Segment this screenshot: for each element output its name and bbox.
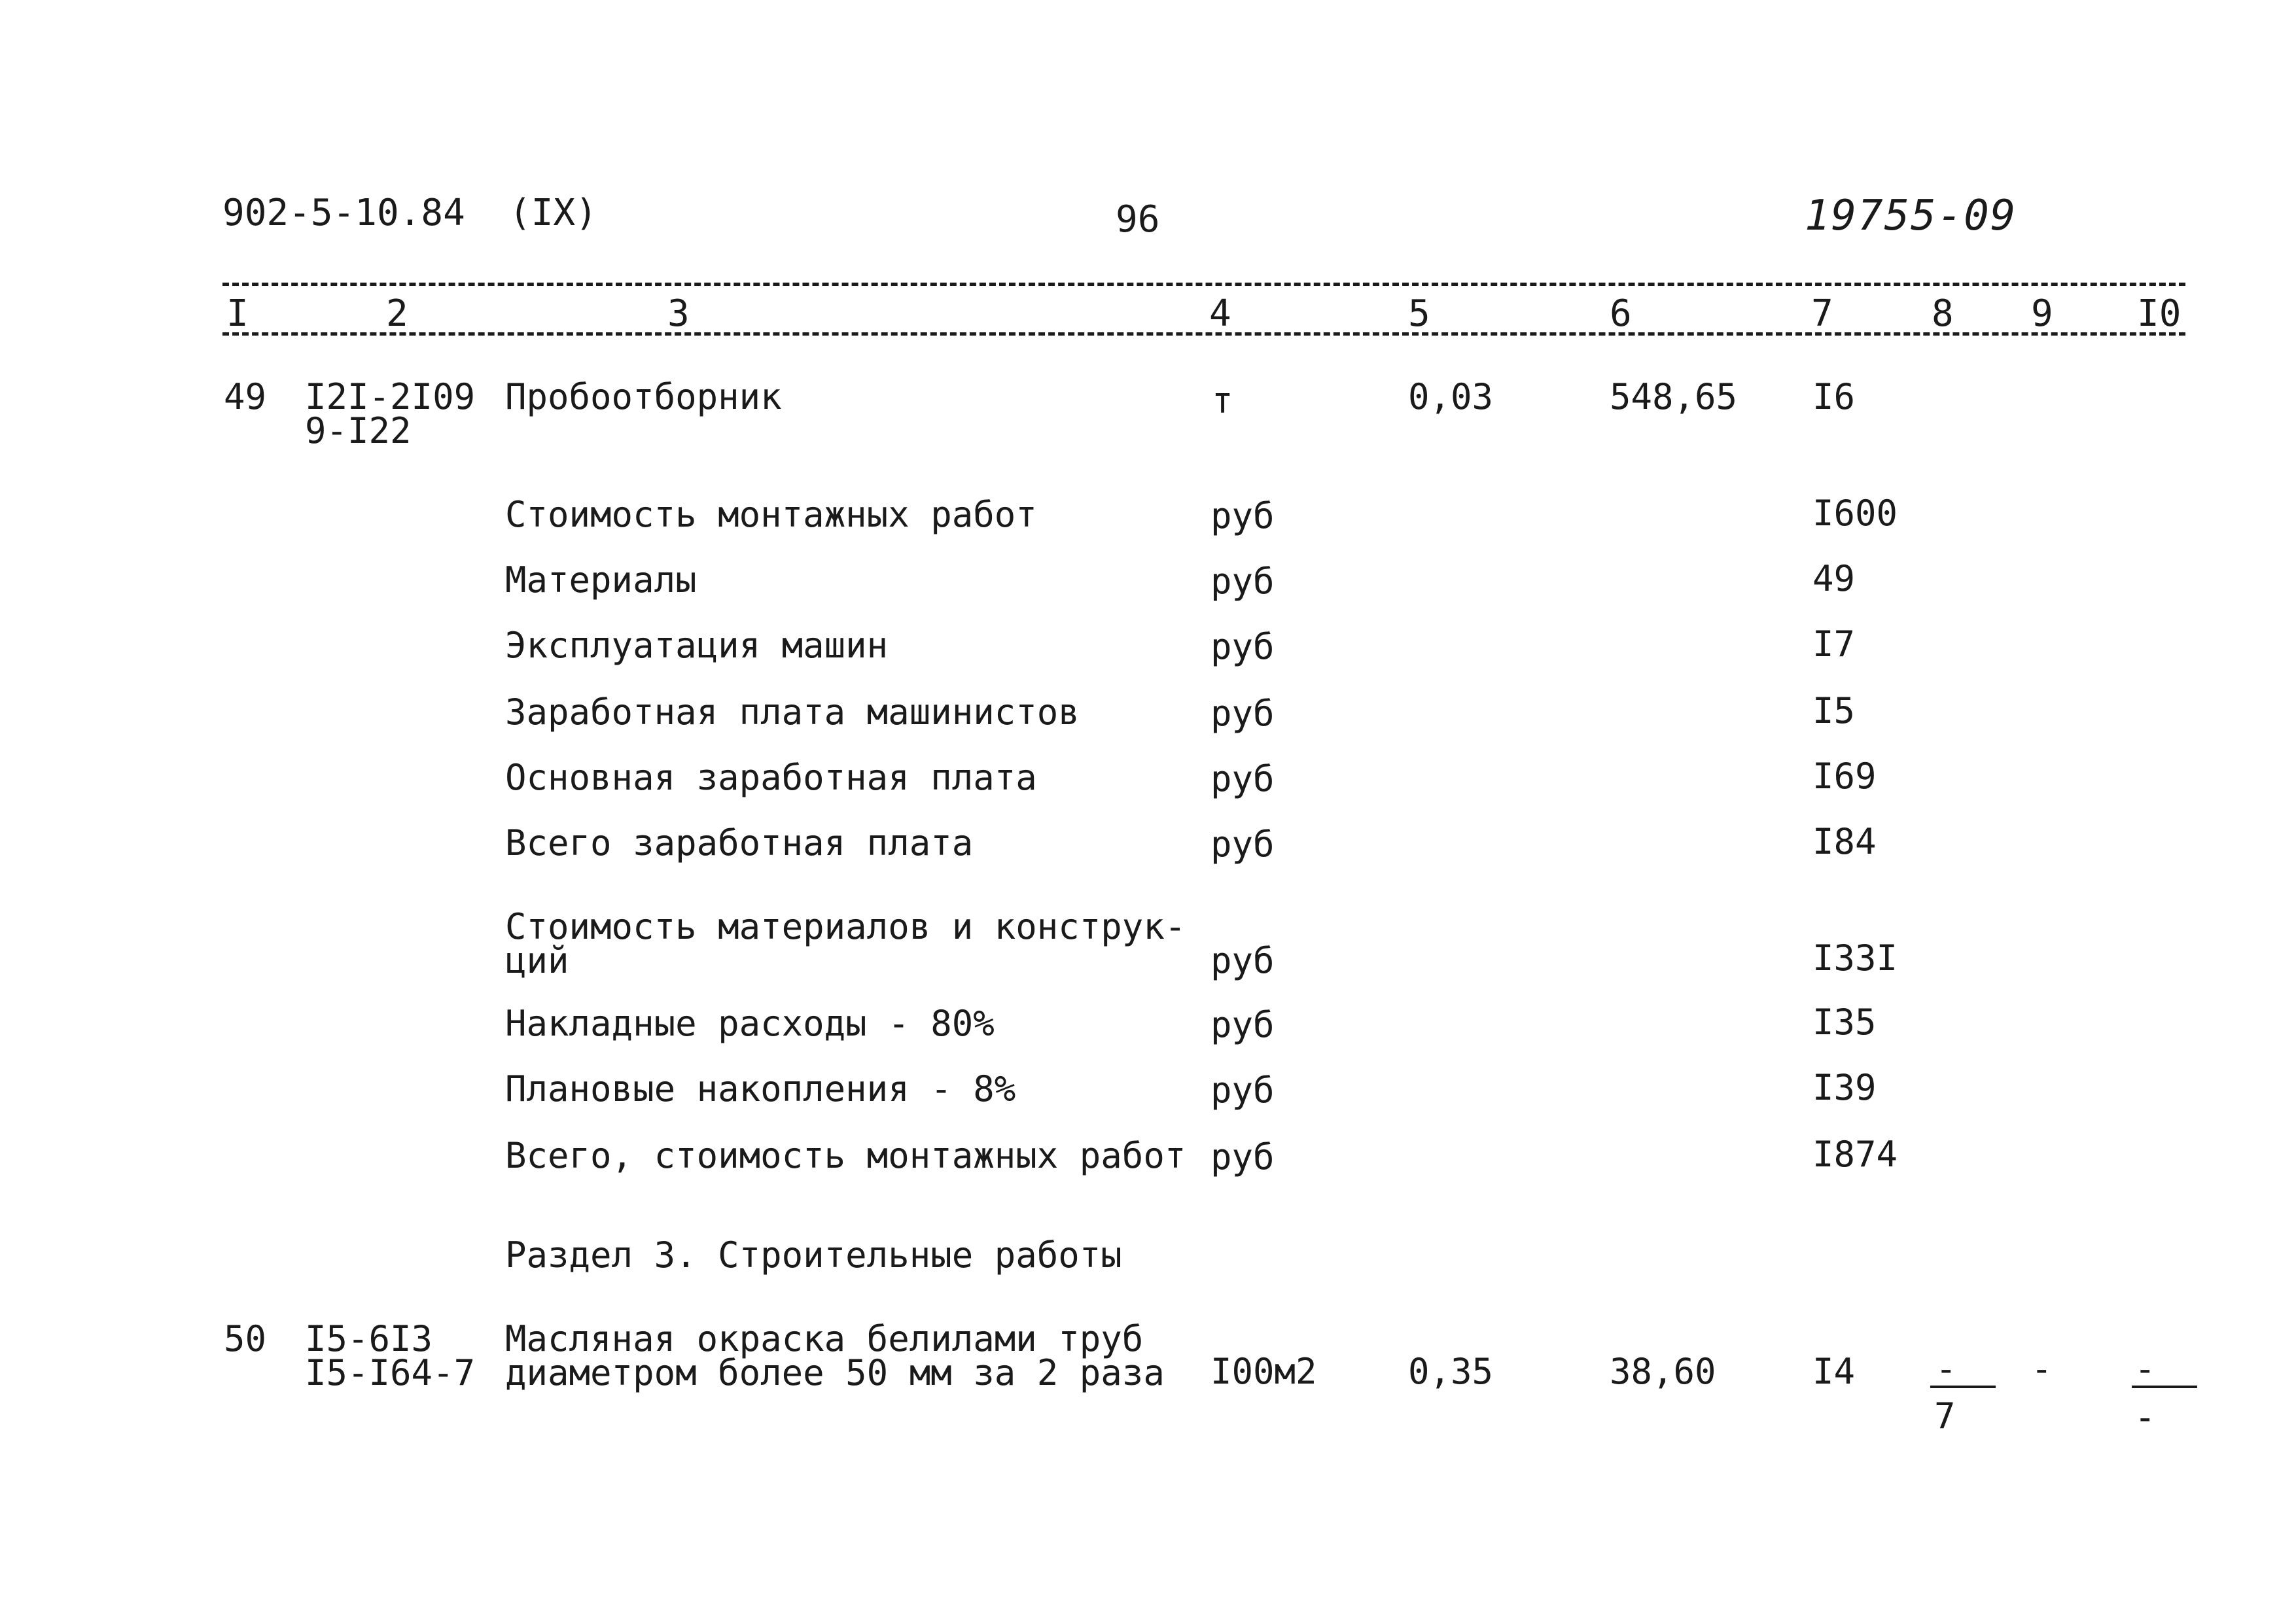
cost-row-label: Накладные расходы - 80% — [505, 1003, 995, 1044]
item-code: 9-I22 — [305, 410, 412, 451]
cost-row-label: Материалы — [505, 559, 697, 601]
cost-row-unit: руб — [1210, 1070, 1275, 1111]
item-total: I6 — [1812, 376, 1856, 417]
album-number: (IX) — [509, 192, 597, 234]
cost-row-value: I7 — [1812, 623, 1856, 665]
col8-denominator: 7 — [1934, 1395, 1956, 1437]
item-code: I5-I64-7 — [305, 1352, 476, 1393]
cost-row-label: Основная заработная плата — [505, 757, 1037, 798]
item-total: I4 — [1812, 1351, 1856, 1392]
cost-row-unit: руб — [1210, 1136, 1275, 1178]
cost-row-label: Заработная плата машинистов — [505, 691, 1080, 733]
col10-fraction-line — [2132, 1386, 2197, 1388]
item-quantity: 0,03 — [1408, 376, 1494, 417]
column-header-1: I — [226, 292, 249, 335]
column-header-2: 2 — [386, 292, 408, 335]
header-rule-top — [222, 283, 2185, 286]
cost-row-value: I35 — [1812, 1002, 1877, 1043]
col10-denominator: - — [2134, 1397, 2156, 1438]
cost-row-value: I84 — [1812, 821, 1877, 862]
cost-row-value: I33I — [1812, 937, 1898, 979]
header-rule-bottom — [222, 332, 2185, 336]
cost-row-unit: руб — [1210, 626, 1275, 667]
item-number: 49 — [224, 376, 267, 417]
item-name: диаметром более 50 мм за 2 раза — [505, 1352, 1165, 1393]
item-price: 38,60 — [1610, 1351, 1716, 1392]
doc-registration-number: 19755-09 — [1805, 192, 2017, 240]
page-number: 96 — [1116, 198, 1160, 241]
item-unit: I00м2 — [1210, 1351, 1317, 1392]
column-header-10: I0 — [2137, 292, 2181, 335]
cost-row-unit: руб — [1210, 758, 1275, 799]
cost-row-label: ций — [505, 940, 569, 981]
item-price: 548,65 — [1610, 376, 1738, 417]
cost-row-label: Всего, стоимость монтажных работ — [505, 1135, 1186, 1176]
item-name: Масляная окраска белилами труб — [505, 1318, 1144, 1359]
item-unit: т — [1212, 380, 1233, 421]
cost-row-value: I874 — [1812, 1134, 1898, 1175]
column-header-4: 4 — [1209, 292, 1231, 335]
cost-row-value: 49 — [1812, 558, 1856, 599]
item-code: I5-6I3 — [305, 1318, 433, 1359]
col10-numerator: - — [2134, 1348, 2156, 1389]
column-header-7: 7 — [1811, 292, 1833, 335]
cost-row-value: I39 — [1812, 1067, 1877, 1108]
cost-row-value: I5 — [1812, 690, 1856, 731]
cost-row-label: Эксплуатация машин — [505, 625, 889, 666]
cost-row-unit: руб — [1210, 1004, 1275, 1045]
item-quantity: 0,35 — [1408, 1351, 1494, 1392]
cost-row-unit: руб — [1210, 561, 1275, 602]
cost-row-unit: руб — [1210, 940, 1275, 981]
col8-numerator: - — [1935, 1348, 1957, 1389]
column-header-5: 5 — [1408, 292, 1430, 335]
column-header-3: 3 — [667, 292, 690, 335]
col8-fraction-line — [1930, 1386, 1996, 1388]
cost-row-value: I600 — [1812, 493, 1898, 534]
cost-row-label: Плановые накопления - 8% — [505, 1068, 1016, 1109]
column-header-9: 9 — [2031, 292, 2053, 335]
column-header-8: 8 — [1932, 292, 1954, 335]
cost-row-label: Стоимость монтажных работ — [505, 494, 1037, 535]
cost-row-unit: руб — [1210, 693, 1275, 734]
cost-row-label: Всего заработная плата — [505, 822, 974, 864]
document-code: 902-5-10.84 — [222, 192, 465, 234]
cost-row-unit: руб — [1210, 824, 1275, 865]
cost-row-value: I69 — [1812, 756, 1877, 797]
col9-value: - — [2031, 1348, 2053, 1389]
item-name: Пробоотборник — [505, 376, 782, 417]
column-header-6: 6 — [1610, 292, 1632, 335]
item-code: I2I-2I09 — [305, 376, 476, 417]
cost-row-unit: руб — [1210, 495, 1275, 536]
section-title: Раздел 3. Строительные работы — [505, 1234, 1122, 1276]
item-number: 50 — [224, 1318, 267, 1359]
cost-row-label: Стоимость материалов и конструк- — [505, 906, 1186, 947]
